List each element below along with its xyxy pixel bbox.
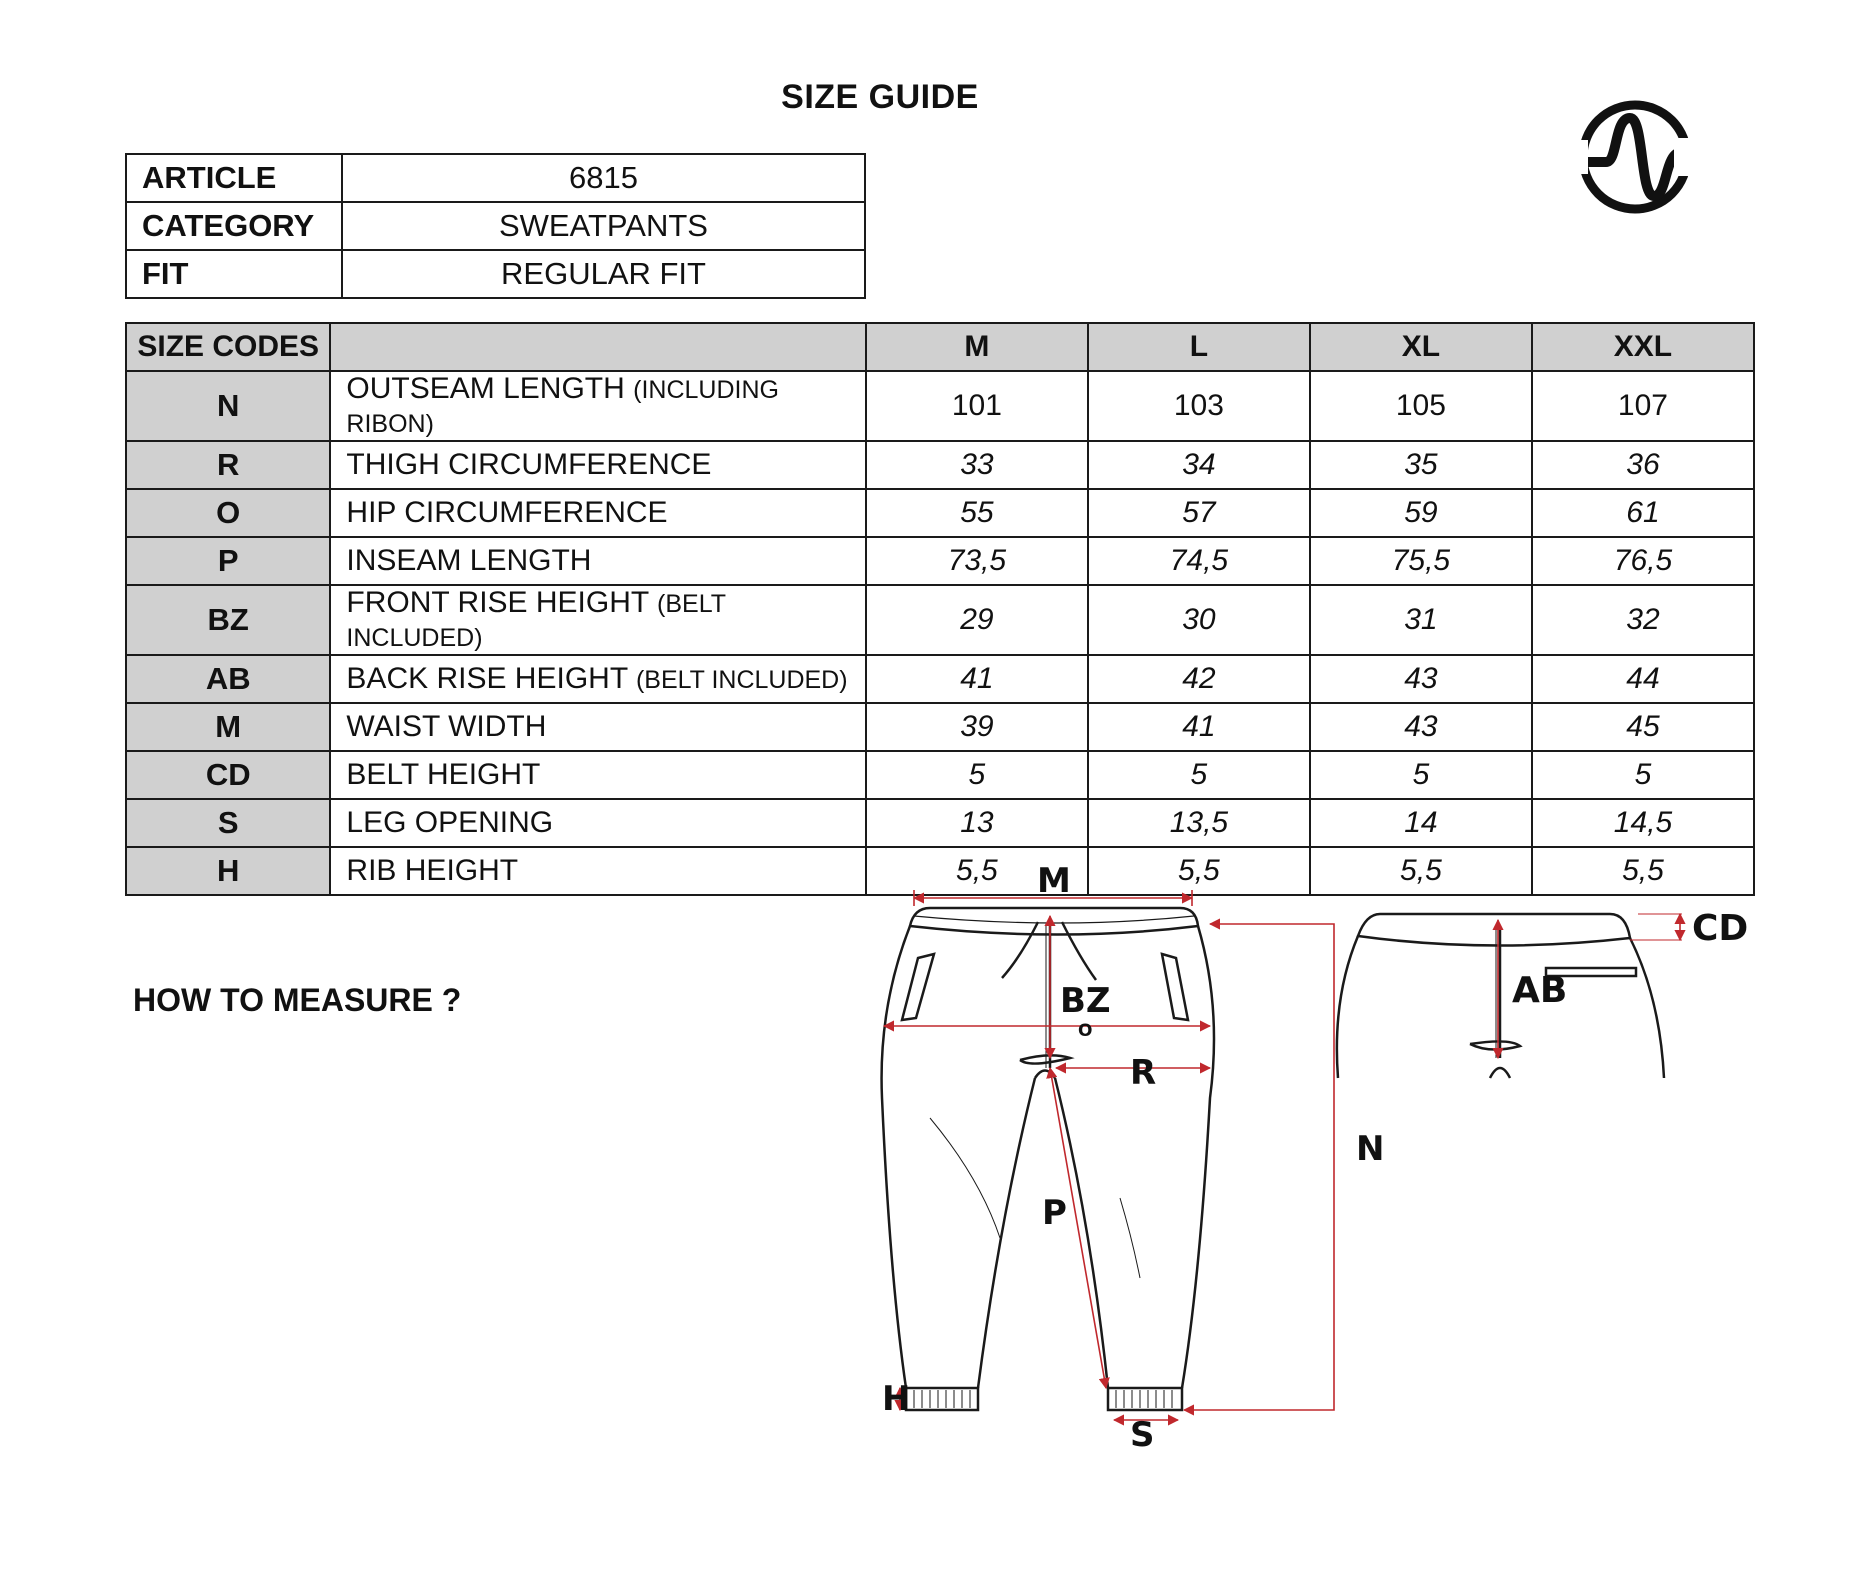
size-value: 41	[866, 655, 1088, 703]
size-value: 36	[1532, 441, 1754, 489]
size-value: 13,5	[1088, 799, 1310, 847]
measurement-label: WAIST WIDTH	[346, 710, 547, 743]
size-code: P	[126, 537, 330, 585]
size-value: 42	[1088, 655, 1310, 703]
size-code: O	[126, 489, 330, 537]
size-value: 33	[866, 441, 1088, 489]
size-row	[126, 441, 1754, 489]
measurement-label: THIGH CIRCUMFERENCE	[346, 448, 712, 481]
description-header	[330, 323, 865, 371]
size-header-l: L	[1088, 323, 1310, 371]
size-value: 5	[1532, 751, 1754, 799]
size-header-m: M	[866, 323, 1088, 371]
size-value: 105	[1310, 371, 1532, 441]
size-value: 34	[1088, 441, 1310, 489]
size-row	[126, 703, 1754, 751]
size-table-header	[126, 323, 1754, 371]
size-value: 5	[1310, 751, 1532, 799]
size-row	[126, 585, 1754, 655]
label-n: N	[1356, 1129, 1385, 1169]
measurement-description	[330, 489, 865, 537]
size-value: 59	[1310, 489, 1532, 537]
size-value: 14	[1310, 799, 1532, 847]
size-value: 103	[1088, 371, 1310, 441]
label-ab: AB	[1512, 970, 1568, 1011]
size-table	[125, 322, 1755, 896]
info-row	[126, 154, 865, 202]
size-value: 75,5	[1310, 537, 1532, 585]
label-r: R	[1130, 1053, 1157, 1093]
measurement-description	[330, 585, 865, 655]
size-value: 43	[1310, 703, 1532, 751]
label-o: O	[1078, 1021, 1093, 1041]
measurement-description	[330, 655, 865, 703]
size-code: AB	[126, 655, 330, 703]
size-value: 76,5	[1532, 537, 1754, 585]
info-value: SWEATPANTS	[342, 202, 865, 250]
size-value: 30	[1088, 585, 1310, 655]
size-code: M	[126, 703, 330, 751]
size-row	[126, 537, 1754, 585]
size-code: S	[126, 799, 330, 847]
measurement-note: (BELT INCLUDED)	[635, 666, 848, 694]
size-value: 101	[866, 371, 1088, 441]
label-m: M	[1037, 861, 1071, 901]
size-value: 107	[1532, 371, 1754, 441]
size-row	[126, 489, 1754, 537]
measurement-label: HIP CIRCUMFERENCE	[346, 496, 668, 529]
article-info-table	[125, 153, 866, 299]
measurement-label: FRONT RISE HEIGHT	[346, 586, 649, 619]
measurement-description	[330, 751, 865, 799]
info-label: FIT	[126, 250, 342, 298]
size-code: CD	[126, 751, 330, 799]
size-header-xxl: XXL	[1532, 323, 1754, 371]
info-label: ARTICLE	[126, 154, 342, 202]
info-row	[126, 250, 865, 298]
label-s: S	[1130, 1415, 1155, 1448]
measurement-description	[330, 703, 865, 751]
size-value: 5	[1088, 751, 1310, 799]
size-value: 44	[1532, 655, 1754, 703]
measurement-description	[330, 847, 865, 895]
size-value: 5,5	[1310, 847, 1532, 895]
size-row	[126, 751, 1754, 799]
back-pants-drawing	[1337, 914, 1664, 1078]
size-value: 39	[866, 703, 1088, 751]
size-code: BZ	[126, 585, 330, 655]
info-value: 6815	[342, 154, 865, 202]
size-code: H	[126, 847, 330, 895]
size-code: N	[126, 371, 330, 441]
size-value: 55	[866, 489, 1088, 537]
size-value: 74,5	[1088, 537, 1310, 585]
size-value: 41	[1088, 703, 1310, 751]
measurement-description	[330, 371, 865, 441]
size-row	[126, 371, 1754, 441]
measurement-note: (INCLUDING RIBON)	[346, 376, 779, 438]
size-value: 5,5	[866, 847, 1088, 895]
measurement-label: RIB HEIGHT	[346, 854, 519, 887]
size-value: 14,5	[1532, 799, 1754, 847]
info-value: REGULAR FIT	[342, 250, 865, 298]
measurement-label: BACK RISE HEIGHT	[346, 662, 628, 695]
size-row	[126, 799, 1754, 847]
measurement-label: INSEAM LENGTH	[346, 544, 592, 577]
label-p: P	[1042, 1193, 1067, 1233]
size-value: 32	[1532, 585, 1754, 655]
how-to-measure-heading: HOW TO MEASURE ?	[133, 982, 462, 1018]
measurement-note: (BELT INCLUDED)	[346, 590, 726, 652]
size-value: 43	[1310, 655, 1532, 703]
measurement-label: BELT HEIGHT	[346, 758, 541, 791]
size-value: 5	[866, 751, 1088, 799]
wave-logo-icon	[1578, 100, 1692, 214]
size-value: 29	[866, 585, 1088, 655]
measurement-label: LEG OPENING	[346, 806, 554, 839]
label-cd: CD	[1692, 908, 1749, 949]
measurement-diagram	[870, 858, 1770, 1448]
info-row	[126, 202, 865, 250]
measurement-description	[330, 441, 865, 489]
size-value: 5,5	[1532, 847, 1754, 895]
front-measure-lines	[884, 890, 1334, 1420]
size-value: 73,5	[866, 537, 1088, 585]
measurement-label: OUTSEAM LENGTH	[346, 372, 625, 405]
size-header-xl: XL	[1310, 323, 1532, 371]
info-label: CATEGORY	[126, 202, 342, 250]
label-bz: BZ	[1060, 981, 1111, 1021]
size-value: 35	[1310, 441, 1532, 489]
size-value: 61	[1532, 489, 1754, 537]
label-h: H	[882, 1379, 911, 1419]
size-value: 57	[1088, 489, 1310, 537]
size-row	[126, 655, 1754, 703]
size-value: 45	[1532, 703, 1754, 751]
size-value: 13	[866, 799, 1088, 847]
front-pants-drawing	[882, 908, 1214, 1410]
page-title: SIZE GUIDE	[781, 78, 979, 116]
size-value: 31	[1310, 585, 1532, 655]
measurement-description	[330, 799, 865, 847]
size-value: 5,5	[1088, 847, 1310, 895]
measurement-description	[330, 537, 865, 585]
size-codes-header: SIZE CODES	[126, 323, 330, 371]
size-code: R	[126, 441, 330, 489]
